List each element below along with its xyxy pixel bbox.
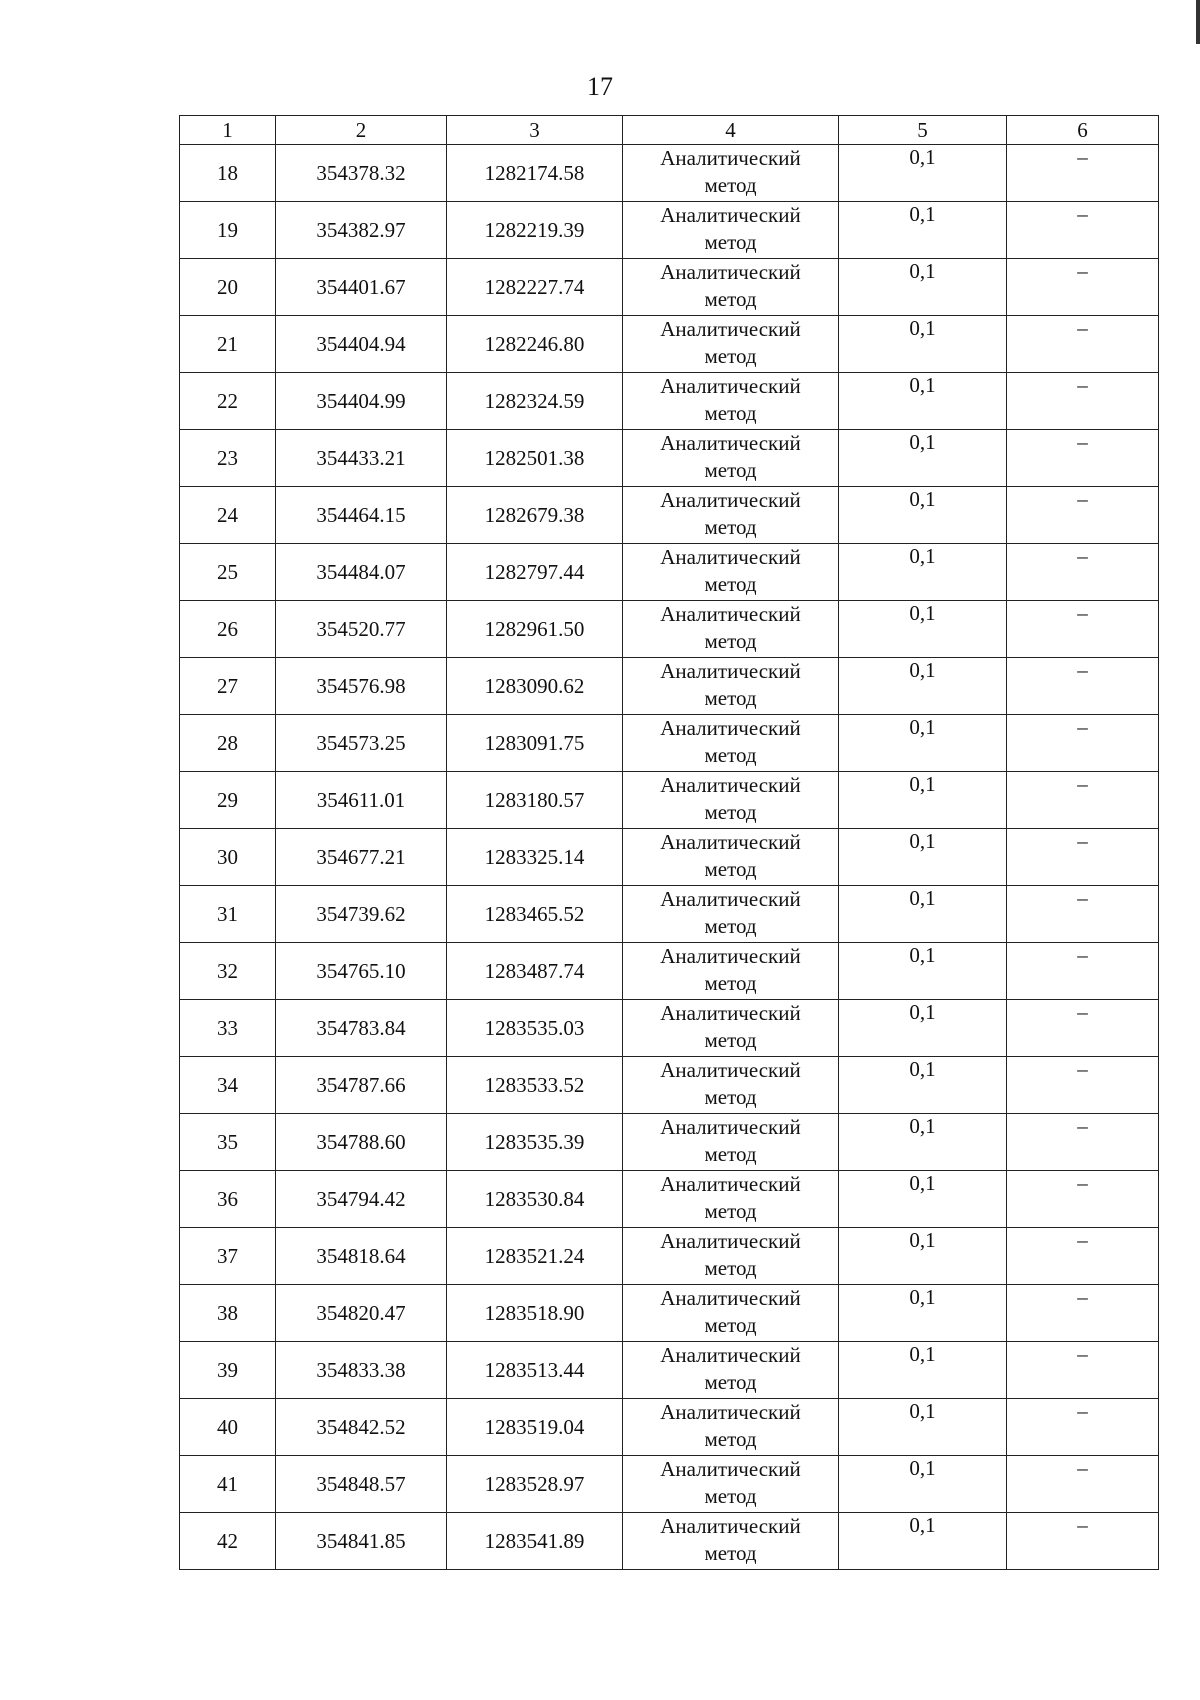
y-coordinate-cell: 1283535.03 <box>447 1000 623 1057</box>
accuracy-cell: 0,1 <box>839 316 1007 373</box>
y-coordinate-cell: 1283487.74 <box>447 943 623 1000</box>
header-cell-1: 1 <box>180 116 276 145</box>
note-cell: – <box>1007 145 1159 202</box>
method-cell <box>623 1399 839 1456</box>
method-cell <box>623 1342 839 1399</box>
method-line-2: метод <box>704 515 757 539</box>
note-cell: – <box>1007 1342 1159 1399</box>
point-number-cell: 20 <box>180 259 276 316</box>
header-cell-3: 3 <box>447 116 623 145</box>
note-cell: – <box>1007 1285 1159 1342</box>
table-header <box>180 116 1159 145</box>
header-cell-2: 2 <box>276 116 447 145</box>
accuracy-cell: 0,1 <box>839 601 1007 658</box>
point-number-cell: 42 <box>180 1513 276 1570</box>
accuracy-cell: 0,1 <box>839 487 1007 544</box>
y-coordinate-cell: 1282679.38 <box>447 487 623 544</box>
note-cell: – <box>1007 487 1159 544</box>
x-coordinate-cell: 354848.57 <box>276 1456 447 1513</box>
point-number-cell: 19 <box>180 202 276 259</box>
method-cell <box>623 487 839 544</box>
method-line-1: Аналитический <box>660 602 801 626</box>
method-cell <box>623 316 839 373</box>
table-row <box>180 943 1159 1000</box>
x-coordinate-cell: 354382.97 <box>276 202 447 259</box>
accuracy-cell: 0,1 <box>839 1285 1007 1342</box>
point-number-cell: 32 <box>180 943 276 1000</box>
point-number-cell: 26 <box>180 601 276 658</box>
x-coordinate-cell: 354404.94 <box>276 316 447 373</box>
point-number-cell: 30 <box>180 829 276 886</box>
point-number-cell: 29 <box>180 772 276 829</box>
page-number: 17 <box>587 72 613 101</box>
point-number-cell: 23 <box>180 430 276 487</box>
accuracy-cell: 0,1 <box>839 658 1007 715</box>
method-cell <box>623 1000 839 1057</box>
x-coordinate-cell: 354576.98 <box>276 658 447 715</box>
table-row <box>180 1171 1159 1228</box>
table-row <box>180 1285 1159 1342</box>
accuracy-cell: 0,1 <box>839 145 1007 202</box>
x-coordinate-cell: 354401.67 <box>276 259 447 316</box>
x-coordinate-cell: 354842.52 <box>276 1399 447 1456</box>
method-line-2: метод <box>704 1085 757 1109</box>
method-line-1: Аналитический <box>660 887 801 911</box>
table-row <box>180 658 1159 715</box>
x-coordinate-cell: 354677.21 <box>276 829 447 886</box>
point-number-cell: 27 <box>180 658 276 715</box>
point-number-cell: 25 <box>180 544 276 601</box>
method-cell <box>623 886 839 943</box>
method-line-2: метод <box>704 1484 757 1508</box>
x-coordinate-cell: 354765.10 <box>276 943 447 1000</box>
point-number-cell: 36 <box>180 1171 276 1228</box>
accuracy-cell: 0,1 <box>839 1000 1007 1057</box>
table-row <box>180 316 1159 373</box>
note-cell: – <box>1007 943 1159 1000</box>
x-coordinate-cell: 354818.64 <box>276 1228 447 1285</box>
y-coordinate-cell: 1283518.90 <box>447 1285 623 1342</box>
note-cell: – <box>1007 1114 1159 1171</box>
method-line-1: Аналитический <box>660 317 801 341</box>
method-line-2: метод <box>704 971 757 995</box>
x-coordinate-cell: 354464.15 <box>276 487 447 544</box>
y-coordinate-cell: 1283091.75 <box>447 715 623 772</box>
table-row <box>180 1114 1159 1171</box>
point-number-cell: 39 <box>180 1342 276 1399</box>
x-coordinate-cell: 354739.62 <box>276 886 447 943</box>
method-line-1: Аналитический <box>660 1400 801 1424</box>
method-cell <box>623 1114 839 1171</box>
accuracy-cell: 0,1 <box>839 1342 1007 1399</box>
method-line-1: Аналитический <box>660 1514 801 1538</box>
note-cell: – <box>1007 772 1159 829</box>
y-coordinate-cell: 1283528.97 <box>447 1456 623 1513</box>
x-coordinate-cell: 354788.60 <box>276 1114 447 1171</box>
method-line-2: метод <box>704 686 757 710</box>
note-cell: – <box>1007 1000 1159 1057</box>
method-line-2: метод <box>704 287 757 311</box>
accuracy-cell: 0,1 <box>839 829 1007 886</box>
method-line-2: метод <box>704 800 757 824</box>
table-row <box>180 772 1159 829</box>
x-coordinate-cell: 354833.38 <box>276 1342 447 1399</box>
note-cell: – <box>1007 1057 1159 1114</box>
note-cell: – <box>1007 1228 1159 1285</box>
method-cell <box>623 1228 839 1285</box>
method-line-2: метод <box>704 743 757 767</box>
method-line-1: Аналитический <box>660 1172 801 1196</box>
method-line-2: метод <box>704 857 757 881</box>
table-row <box>180 487 1159 544</box>
method-cell <box>623 373 839 430</box>
y-coordinate-cell: 1283325.14 <box>447 829 623 886</box>
method-cell <box>623 829 839 886</box>
method-line-2: метод <box>704 230 757 254</box>
accuracy-cell: 0,1 <box>839 1513 1007 1570</box>
table-row <box>180 1342 1159 1399</box>
method-cell <box>623 259 839 316</box>
note-cell: – <box>1007 373 1159 430</box>
x-coordinate-cell: 354378.32 <box>276 145 447 202</box>
table-body <box>180 145 1159 1570</box>
note-cell: – <box>1007 202 1159 259</box>
table-row <box>180 1228 1159 1285</box>
table-row <box>180 715 1159 772</box>
y-coordinate-cell: 1282324.59 <box>447 373 623 430</box>
x-coordinate-cell: 354611.01 <box>276 772 447 829</box>
method-line-2: метод <box>704 572 757 596</box>
method-line-2: метод <box>704 1370 757 1394</box>
header-cell-4: 4 <box>623 116 839 145</box>
note-cell: – <box>1007 1513 1159 1570</box>
method-cell <box>623 430 839 487</box>
method-line-2: метод <box>704 1313 757 1337</box>
method-cell <box>623 1456 839 1513</box>
header-cell-6: 6 <box>1007 116 1159 145</box>
table-row <box>180 829 1159 886</box>
point-number-cell: 18 <box>180 145 276 202</box>
method-line-2: метод <box>704 1142 757 1166</box>
y-coordinate-cell: 1283465.52 <box>447 886 623 943</box>
method-line-2: метод <box>704 914 757 938</box>
y-coordinate-cell: 1282227.74 <box>447 259 623 316</box>
accuracy-cell: 0,1 <box>839 259 1007 316</box>
point-number-cell: 40 <box>180 1399 276 1456</box>
note-cell: – <box>1007 601 1159 658</box>
table-row <box>180 373 1159 430</box>
y-coordinate-cell: 1282174.58 <box>447 145 623 202</box>
table-row <box>180 145 1159 202</box>
method-cell <box>623 715 839 772</box>
method-line-1: Аналитический <box>660 1229 801 1253</box>
accuracy-cell: 0,1 <box>839 430 1007 487</box>
method-line-2: метод <box>704 1541 757 1565</box>
method-line-1: Аналитический <box>660 431 801 455</box>
note-cell: – <box>1007 1456 1159 1513</box>
accuracy-cell: 0,1 <box>839 202 1007 259</box>
y-coordinate-cell: 1283519.04 <box>447 1399 623 1456</box>
method-line-1: Аналитический <box>660 944 801 968</box>
y-coordinate-cell: 1282961.50 <box>447 601 623 658</box>
x-coordinate-cell: 354787.66 <box>276 1057 447 1114</box>
method-line-2: метод <box>704 1256 757 1280</box>
method-line-1: Аналитический <box>660 1343 801 1367</box>
method-line-1: Аналитический <box>660 1457 801 1481</box>
note-cell: – <box>1007 1399 1159 1456</box>
method-line-1: Аналитический <box>660 1115 801 1139</box>
method-line-1: Аналитический <box>660 374 801 398</box>
y-coordinate-cell: 1282246.80 <box>447 316 623 373</box>
y-coordinate-cell: 1283541.89 <box>447 1513 623 1570</box>
accuracy-cell: 0,1 <box>839 715 1007 772</box>
method-cell <box>623 658 839 715</box>
header-row <box>180 116 1159 145</box>
point-number-cell: 35 <box>180 1114 276 1171</box>
point-number-cell: 38 <box>180 1285 276 1342</box>
note-cell: – <box>1007 1171 1159 1228</box>
point-number-cell: 24 <box>180 487 276 544</box>
note-cell: – <box>1007 544 1159 601</box>
point-number-cell: 34 <box>180 1057 276 1114</box>
method-line-2: метод <box>704 1199 757 1223</box>
note-cell: – <box>1007 829 1159 886</box>
accuracy-cell: 0,1 <box>839 544 1007 601</box>
x-coordinate-cell: 354404.99 <box>276 373 447 430</box>
table-row <box>180 1057 1159 1114</box>
x-coordinate-cell: 354794.42 <box>276 1171 447 1228</box>
table-row <box>180 1399 1159 1456</box>
point-number-cell: 33 <box>180 1000 276 1057</box>
point-number-cell: 37 <box>180 1228 276 1285</box>
y-coordinate-cell: 1282501.38 <box>447 430 623 487</box>
point-number-cell: 22 <box>180 373 276 430</box>
method-cell <box>623 1513 839 1570</box>
accuracy-cell: 0,1 <box>839 772 1007 829</box>
method-line-1: Аналитический <box>660 146 801 170</box>
method-cell <box>623 1171 839 1228</box>
method-line-1: Аналитический <box>660 1058 801 1082</box>
y-coordinate-cell: 1283530.84 <box>447 1171 623 1228</box>
method-line-1: Аналитический <box>660 545 801 569</box>
method-line-2: метод <box>704 1427 757 1451</box>
x-coordinate-cell: 354433.21 <box>276 430 447 487</box>
header-cell-5: 5 <box>839 116 1007 145</box>
y-coordinate-cell: 1283180.57 <box>447 772 623 829</box>
method-line-1: Аналитический <box>660 659 801 683</box>
method-cell <box>623 1057 839 1114</box>
method-cell <box>623 544 839 601</box>
scan-edge-mark <box>1196 0 1200 44</box>
y-coordinate-cell: 1283533.52 <box>447 1057 623 1114</box>
method-line-1: Аналитический <box>660 260 801 284</box>
method-cell <box>623 1285 839 1342</box>
x-coordinate-cell: 354820.47 <box>276 1285 447 1342</box>
method-line-2: метод <box>704 344 757 368</box>
table-row <box>180 886 1159 943</box>
x-coordinate-cell: 354520.77 <box>276 601 447 658</box>
accuracy-cell: 0,1 <box>839 1057 1007 1114</box>
method-line-2: метод <box>704 458 757 482</box>
method-line-2: метод <box>704 629 757 653</box>
table-row <box>180 1000 1159 1057</box>
method-line-2: метод <box>704 401 757 425</box>
table-row <box>180 544 1159 601</box>
note-cell: – <box>1007 430 1159 487</box>
method-line-1: Аналитический <box>660 773 801 797</box>
method-line-2: метод <box>704 173 757 197</box>
accuracy-cell: 0,1 <box>839 1228 1007 1285</box>
table-row <box>180 202 1159 259</box>
x-coordinate-cell: 354783.84 <box>276 1000 447 1057</box>
method-line-1: Аналитический <box>660 716 801 740</box>
point-number-cell: 41 <box>180 1456 276 1513</box>
table-row <box>180 1513 1159 1570</box>
accuracy-cell: 0,1 <box>839 1171 1007 1228</box>
method-cell <box>623 202 839 259</box>
x-coordinate-cell: 354573.25 <box>276 715 447 772</box>
accuracy-cell: 0,1 <box>839 943 1007 1000</box>
coordinates-table <box>179 115 1159 1570</box>
accuracy-cell: 0,1 <box>839 886 1007 943</box>
method-line-2: метод <box>704 1028 757 1052</box>
table-row <box>180 1456 1159 1513</box>
method-cell <box>623 145 839 202</box>
y-coordinate-cell: 1282219.39 <box>447 202 623 259</box>
x-coordinate-cell: 354484.07 <box>276 544 447 601</box>
method-line-1: Аналитический <box>660 830 801 854</box>
y-coordinate-cell: 1283513.44 <box>447 1342 623 1399</box>
method-line-1: Аналитический <box>660 488 801 512</box>
table-row <box>180 601 1159 658</box>
method-line-1: Аналитический <box>660 1001 801 1025</box>
note-cell: – <box>1007 259 1159 316</box>
method-cell <box>623 601 839 658</box>
point-number-cell: 31 <box>180 886 276 943</box>
point-number-cell: 21 <box>180 316 276 373</box>
table-row <box>180 430 1159 487</box>
method-line-1: Аналитический <box>660 203 801 227</box>
y-coordinate-cell: 1283535.39 <box>447 1114 623 1171</box>
accuracy-cell: 0,1 <box>839 373 1007 430</box>
x-coordinate-cell: 354841.85 <box>276 1513 447 1570</box>
point-number-cell: 28 <box>180 715 276 772</box>
accuracy-cell: 0,1 <box>839 1456 1007 1513</box>
note-cell: – <box>1007 658 1159 715</box>
accuracy-cell: 0,1 <box>839 1399 1007 1456</box>
y-coordinate-cell: 1283090.62 <box>447 658 623 715</box>
method-cell <box>623 772 839 829</box>
note-cell: – <box>1007 316 1159 373</box>
table-row <box>180 259 1159 316</box>
y-coordinate-cell: 1283521.24 <box>447 1228 623 1285</box>
accuracy-cell: 0,1 <box>839 1114 1007 1171</box>
note-cell: – <box>1007 886 1159 943</box>
method-cell <box>623 943 839 1000</box>
y-coordinate-cell: 1282797.44 <box>447 544 623 601</box>
note-cell: – <box>1007 715 1159 772</box>
method-line-1: Аналитический <box>660 1286 801 1310</box>
